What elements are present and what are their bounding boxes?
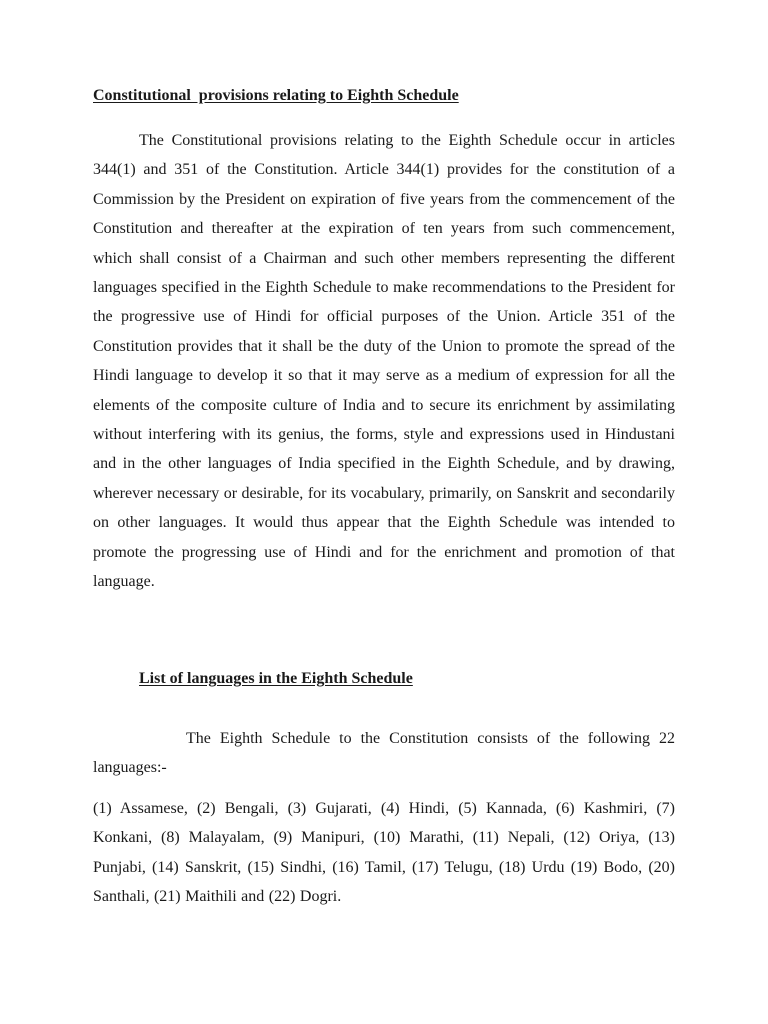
section-heading-constitutional-provisions: Constitutional provisions relating to Eighth Schedule xyxy=(93,87,459,104)
paragraph-languages-list: (1) Assamese, (2) Bengali, (3) Gujarati, (4) Hindi, (5) Kannada, (6) Kashmiri, (7) Konkani, (8) Malayalam, (9) Manipuri, (10) Marathi, (11) Nepali, (12) Oriya, (13) Punjabi, (14) Sanskrit, (15) Sindhi, (16) Tamil, (17) Telugu, (18) Urdu (19) Bodo, (20) Santhali, (21) Maithili and (22) Dogri. xyxy=(93,800,675,906)
section-heading-list-of-languages: List of languages in the Eighth Schedule xyxy=(139,670,413,687)
paragraph-eighth-schedule-intro: The Eighth Schedule to the Constitution consists of the following 22 languages:- xyxy=(93,730,675,777)
paragraph-constitutional-provisions: The Constitutional provisions relating to the Eighth Schedule occur in articles 344(1) and 351 of the Constitution. Article 344(1) provides for the constitution of a Commission by the President on expiration of five years from the commencement of the Constitution and thereafter at the expiration of ten years from such commencement, which shall consist of a Chairman and such other members representing the different languages specified in the Eighth Schedule to make recommendations to the President for the progressive use of Hindi for official purposes of the Union. Article 351 of the Constitution provides that it shall be the duty of the Union to promote the spread of the Hindi language to develop it so that it may serve as a medium of expression for all the elements of the composite culture of India and to secure its enrichment by assimilating without interfering with its genius, the forms, style and expressions used in Hindustani and in the other languages of India specified in the Eighth Schedule, and by drawing, wherever necessary or desirable, for its vocabulary, primarily, on Sanskrit and secondarily on other languages. It would thus appear that the Eighth Schedule was intended to promote the progressing use of Hindi and for the enrichment and promotion of that language. xyxy=(93,132,675,591)
